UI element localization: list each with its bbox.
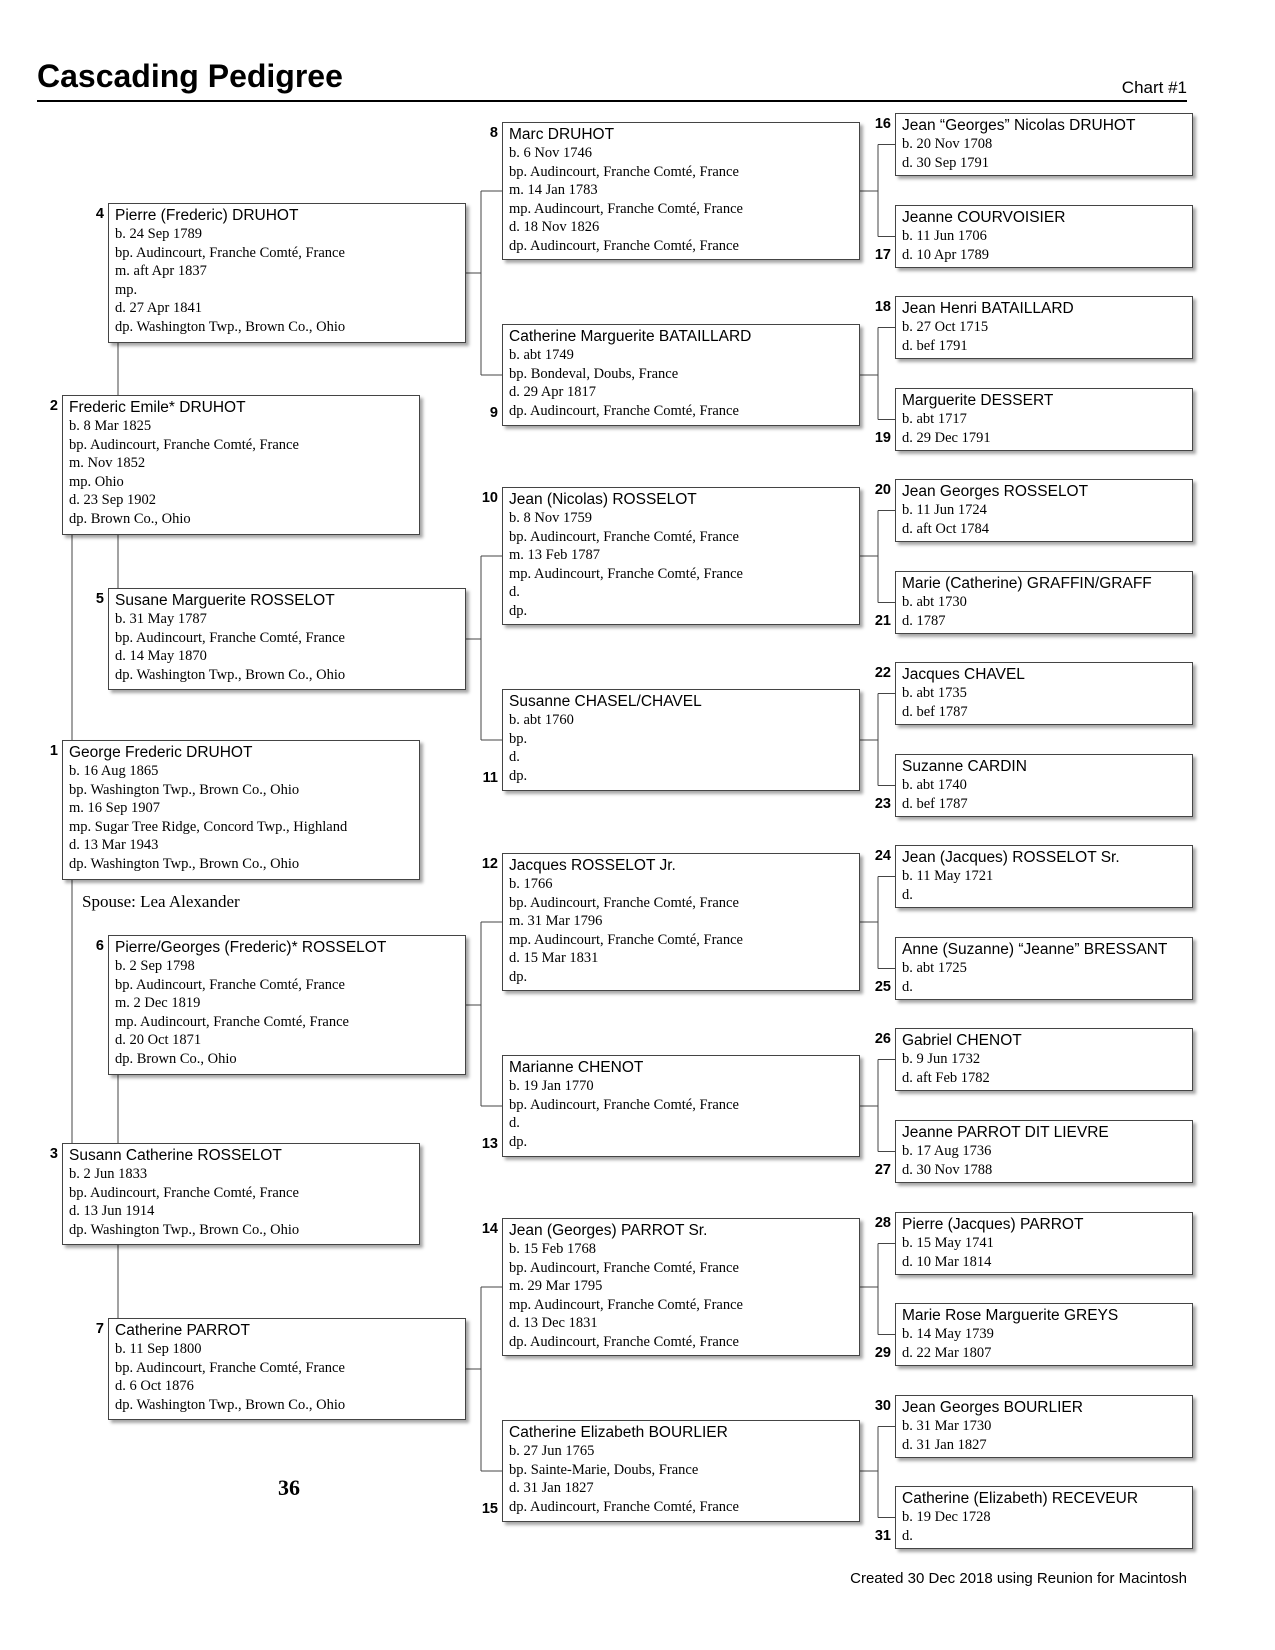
person-name: Jean “Georges” Nicolas DRUHOT: [902, 117, 1136, 134]
person-detail-line: dp.: [509, 602, 528, 619]
person-detail-line: bp. Audincourt, Franche Comté, France: [115, 1359, 345, 1376]
person-detail-line: dp. Washington Twp., Brown Co., Ohio: [69, 1221, 300, 1238]
person-detail-line: dp. Audincourt, Franche Comté, France: [509, 237, 739, 254]
person-detail-line: d. 1787: [902, 612, 946, 629]
person-name: Catherine Marguerite BATAILLARD: [509, 328, 752, 345]
person-name: Jean (Nicolas) ROSSELOT: [509, 491, 697, 508]
person-detail-line: m. 13 Feb 1787: [509, 547, 601, 563]
person-name: Jean (Jacques) ROSSELOT Sr.: [902, 849, 1120, 866]
person-box-29: [895, 1303, 1193, 1366]
person-detail-line: d. 30 Nov 1788: [902, 1161, 993, 1178]
person-box-18: [895, 296, 1193, 359]
person-number-31: 31: [874, 1528, 891, 1544]
person-detail-line: b. 19 Jan 1770: [509, 1078, 594, 1094]
person-detail-line: bp. Washington Twp., Brown Co., Ohio: [69, 781, 300, 798]
person-number-19: 19: [874, 430, 891, 446]
person-number-25: 25: [874, 979, 891, 995]
person-box-30: [895, 1395, 1193, 1458]
person-detail-line: b. abt 1740: [902, 777, 967, 793]
person-detail-line: d. 13 Mar 1943: [69, 837, 159, 853]
person-detail-line: dp.: [509, 968, 528, 985]
person-box-1: [62, 740, 420, 880]
person-name: Anne (Suzanne) “Jeanne” BRESSANT: [902, 941, 1168, 958]
person-number-1: 1: [49, 743, 58, 759]
person-box-16: [895, 113, 1193, 176]
person-number-3: 3: [49, 1146, 58, 1162]
person-name: Catherine Elizabeth BOURLIER: [509, 1424, 728, 1441]
person-detail-line: mp. Ohio: [69, 473, 124, 490]
person-number-22: 22: [874, 665, 891, 681]
person-name: Marianne CHENOT: [509, 1059, 644, 1076]
person-detail-line: dp. Audincourt, Franche Comté, France: [509, 1333, 739, 1350]
person-detail-line: d. 6 Oct 1876: [115, 1378, 194, 1394]
person-name: Gabriel CHENOT: [902, 1032, 1022, 1049]
person-name: Suzanne CARDIN: [902, 758, 1027, 775]
person-name: Jean (Georges) PARROT Sr.: [509, 1222, 708, 1239]
person-detail-line: mp.: [115, 281, 138, 298]
person-detail-line: b. 31 May 1787: [115, 611, 207, 627]
person-detail-line: dp. Brown Co., Ohio: [69, 510, 191, 527]
person-name: Jean Georges BOURLIER: [902, 1399, 1083, 1416]
person-detail-line: d.: [902, 978, 913, 995]
person-detail-line: d. 15 Mar 1831: [509, 950, 599, 966]
person-box-4: [108, 203, 466, 343]
person-detail-line: d. aft Feb 1782: [902, 1069, 990, 1086]
person-detail-line: bp. Audincourt, Franche Comté, France: [115, 244, 345, 261]
person-detail-line: b. abt 1717: [902, 411, 967, 427]
person-number-18: 18: [874, 299, 891, 315]
person-detail-line: m. 14 Jan 1783: [509, 182, 598, 198]
person-box-20: [895, 479, 1193, 542]
person-detail-line: b. abt 1760: [509, 712, 574, 728]
person-detail-line: b. 27 Jun 1765: [509, 1443, 595, 1459]
person-name: Marie (Catherine) GRAFFIN/GRAFF: [902, 575, 1152, 592]
person-detail-line: bp. Bondeval, Doubs, France: [509, 365, 679, 382]
person-number-17: 17: [874, 247, 891, 263]
page-number: 36: [278, 1475, 300, 1500]
person-detail-line: d. bef 1791: [902, 337, 968, 354]
person-detail-line: mp. Audincourt, Franche Comté, France: [509, 931, 743, 948]
person-detail-line: b. 8 Nov 1759: [509, 510, 592, 526]
spouse-note: Spouse: Lea Alexander: [82, 892, 240, 911]
person-detail-line: d.: [509, 584, 520, 600]
person-name: Catherine PARROT: [115, 1322, 250, 1339]
person-number-20: 20: [874, 482, 891, 498]
person-number-30: 30: [874, 1398, 891, 1414]
person-detail-line: bp. Audincourt, Franche Comté, France: [115, 976, 345, 993]
person-number-4: 4: [95, 206, 104, 222]
person-name: Jean Georges ROSSELOT: [902, 483, 1089, 500]
person-box-15: [502, 1420, 860, 1522]
person-name: Pierre (Jacques) PARROT: [902, 1216, 1084, 1233]
person-number-29: 29: [874, 1345, 891, 1361]
person-detail-line: b. 19 Dec 1728: [902, 1509, 991, 1525]
person-number-21: 21: [874, 613, 891, 629]
person-detail-line: d. 13 Dec 1831: [509, 1315, 598, 1331]
person-detail-line: d. 20 Oct 1871: [115, 1032, 202, 1048]
person-detail-line: b. 31 Mar 1730: [902, 1418, 992, 1434]
person-name: Pierre/Georges (Frederic)* ROSSELOT: [115, 939, 387, 956]
person-detail-line: dp.: [509, 1133, 528, 1150]
person-number-13: 13: [481, 1136, 498, 1152]
person-detail-line: d. 30 Sep 1791: [902, 154, 989, 171]
person-name: Jeanne COURVOISIER: [902, 209, 1066, 226]
person-box-23: [895, 754, 1193, 817]
chart-number: Chart #1: [1121, 78, 1187, 97]
person-box-21: [895, 571, 1193, 634]
person-box-9: [502, 324, 860, 426]
person-detail-line: bp. Audincourt, Franche Comté, France: [509, 163, 739, 180]
person-detail-line: b. abt 1730: [902, 594, 967, 610]
person-box-5: [108, 588, 466, 690]
person-box-7: [108, 1318, 466, 1420]
person-detail-line: dp. Washington Twp., Brown Co., Ohio: [69, 855, 300, 872]
person-detail-line: m. 31 Mar 1796: [509, 913, 603, 929]
person-detail-line: b. 1766: [509, 876, 553, 892]
person-detail-line: b. abt 1725: [902, 960, 967, 976]
person-detail-line: b. 9 Jun 1732: [902, 1051, 981, 1067]
person-detail-line: d. 27 Apr 1841: [115, 300, 202, 316]
person-detail-line: d.: [509, 1115, 520, 1131]
person-detail-line: bp. Audincourt, Franche Comté, France: [69, 1184, 299, 1201]
person-detail-line: m. Nov 1852: [69, 455, 146, 471]
person-detail-line: d.: [509, 749, 520, 765]
person-detail-line: b. 20 Nov 1708: [902, 136, 993, 152]
person-box-28: [895, 1212, 1193, 1275]
person-detail-line: dp. Washington Twp., Brown Co., Ohio: [115, 666, 346, 683]
person-detail-line: dp. Audincourt, Franche Comté, France: [509, 402, 739, 419]
person-detail-line: m. 2 Dec 1819: [115, 995, 201, 1011]
person-detail-line: dp. Audincourt, Franche Comté, France: [509, 1498, 739, 1515]
person-name: Frederic Emile* DRUHOT: [69, 399, 246, 416]
person-detail-line: dp. Washington Twp., Brown Co., Ohio: [115, 318, 346, 335]
person-number-26: 26: [874, 1031, 891, 1047]
person-detail-line: b. 2 Sep 1798: [115, 958, 195, 974]
person-name: Susane Marguerite ROSSELOT: [115, 592, 335, 609]
person-name: Jacques ROSSELOT Jr.: [509, 857, 676, 874]
person-detail-line: d. aft Oct 1784: [902, 520, 989, 537]
person-box-6: [108, 935, 466, 1075]
person-box-2: [62, 395, 420, 535]
person-detail-line: m. 29 Mar 1795: [509, 1278, 603, 1294]
person-number-15: 15: [481, 1501, 498, 1517]
person-detail-line: mp. Sugar Tree Ridge, Concord Twp., Highland: [69, 818, 348, 835]
person-box-25: [895, 937, 1193, 1000]
person-detail-line: b. 14 May 1739: [902, 1326, 994, 1342]
person-detail-line: bp. Audincourt, Franche Comté, France: [509, 894, 739, 911]
person-detail-line: b. 2 Jun 1833: [69, 1166, 148, 1182]
person-box-17: [895, 205, 1193, 268]
person-detail-line: b. 27 Oct 1715: [902, 319, 989, 335]
person-box-27: [895, 1120, 1193, 1183]
person-detail-line: bp. Audincourt, Franche Comté, France: [509, 1096, 739, 1113]
person-number-2: 2: [49, 398, 58, 414]
person-detail-line: dp.: [509, 767, 528, 784]
person-detail-line: b. 11 May 1721: [902, 868, 994, 884]
person-number-12: 12: [481, 856, 498, 872]
person-detail-line: b. 24 Sep 1789: [115, 226, 202, 242]
person-box-31: [895, 1486, 1193, 1549]
person-detail-line: d. 31 Jan 1827: [509, 1480, 594, 1496]
person-number-9: 9: [489, 405, 498, 421]
person-name: Pierre (Frederic) DRUHOT: [115, 207, 299, 224]
page-title: Cascading Pedigree: [37, 58, 343, 94]
person-name: Susann Catherine ROSSELOT: [69, 1147, 282, 1164]
person-number-23: 23: [874, 796, 891, 812]
person-name: Jean Henri BATAILLARD: [902, 300, 1074, 317]
person-detail-line: b. 11 Sep 1800: [115, 1341, 202, 1357]
person-box-14: [502, 1218, 860, 1356]
person-number-11: 11: [482, 770, 498, 786]
person-number-24: 24: [874, 848, 891, 864]
person-detail-line: d. 29 Apr 1817: [509, 384, 596, 400]
person-name: Jacques CHAVEL: [902, 666, 1025, 683]
person-detail-line: d. 29 Dec 1791: [902, 429, 991, 446]
person-detail-line: m. 16 Sep 1907: [69, 800, 161, 816]
person-detail-line: d. 22 Mar 1807: [902, 1344, 992, 1361]
person-detail-line: d. 14 May 1870: [115, 648, 207, 664]
person-number-16: 16: [874, 116, 891, 132]
person-detail-line: bp. Audincourt, Franche Comté, France: [115, 629, 345, 646]
person-name: Jeanne PARROT DIT LIEVRE: [902, 1124, 1109, 1141]
person-detail-line: bp. Sainte-Marie, Doubs, France: [509, 1461, 699, 1478]
person-detail-line: d. 31 Jan 1827: [902, 1436, 987, 1453]
person-detail-line: mp. Audincourt, Franche Comté, France: [509, 565, 743, 582]
person-box-3: [62, 1143, 420, 1245]
person-detail-line: dp. Washington Twp., Brown Co., Ohio: [115, 1396, 346, 1413]
person-number-7: 7: [95, 1321, 104, 1337]
person-box-24: [895, 845, 1193, 908]
person-box-11: [502, 689, 860, 791]
person-detail-line: d. 10 Apr 1789: [902, 246, 989, 263]
person-number-28: 28: [874, 1215, 891, 1231]
person-detail-line: m. aft Apr 1837: [115, 263, 207, 279]
person-detail-line: b. 16 Aug 1865: [69, 763, 159, 779]
person-detail-line: b. 17 Aug 1736: [902, 1143, 992, 1159]
footer-created: Created 30 Dec 2018 using Reunion for Macintosh: [850, 1570, 1187, 1587]
person-number-5: 5: [95, 591, 104, 607]
person-name: Marc DRUHOT: [509, 126, 615, 143]
person-name: Susanne CHASEL/CHAVEL: [509, 693, 702, 710]
person-box-19: [895, 388, 1193, 451]
person-detail-line: b. abt 1749: [509, 347, 574, 363]
person-detail-line: d. 23 Sep 1902: [69, 492, 156, 508]
person-detail-line: b. 15 May 1741: [902, 1235, 994, 1251]
person-name: Catherine (Elizabeth) RECEVEUR: [902, 1490, 1139, 1507]
person-box-26: [895, 1028, 1193, 1091]
person-number-27: 27: [874, 1162, 891, 1178]
person-detail-line: b. 6 Nov 1746: [509, 145, 592, 161]
person-detail-line: b. 8 Mar 1825: [69, 418, 152, 434]
person-detail-line: mp. Audincourt, Franche Comté, France: [115, 1013, 349, 1030]
person-detail-line: b. 11 Jun 1706: [902, 228, 987, 244]
person-box-22: [895, 662, 1193, 725]
person-box-12: [502, 853, 860, 991]
person-box-8: [502, 122, 860, 260]
person-detail-line: bp. Audincourt, Franche Comté, France: [509, 528, 739, 545]
person-detail-line: bp. Audincourt, Franche Comté, France: [509, 1259, 739, 1276]
person-number-10: 10: [481, 490, 498, 506]
person-number-8: 8: [489, 125, 498, 141]
person-detail-line: d.: [902, 886, 913, 903]
person-number-14: 14: [481, 1221, 498, 1237]
person-number-6: 6: [95, 938, 104, 954]
person-name: George Frederic DRUHOT: [69, 744, 253, 761]
person-name: Marguerite DESSERT: [902, 392, 1054, 409]
person-detail-line: d. 10 Mar 1814: [902, 1253, 992, 1270]
person-detail-line: b. 11 Jun 1724: [902, 502, 987, 518]
person-detail-line: d. bef 1787: [902, 795, 968, 812]
person-box-13: [502, 1055, 860, 1157]
person-detail-line: d.: [902, 1527, 913, 1544]
person-detail-line: mp. Audincourt, Franche Comté, France: [509, 1296, 743, 1313]
person-detail-line: mp. Audincourt, Franche Comté, France: [509, 200, 743, 217]
person-detail-line: b. abt 1735: [902, 685, 967, 701]
person-detail-line: d. 13 Jun 1914: [69, 1203, 155, 1219]
person-detail-line: dp. Brown Co., Ohio: [115, 1050, 237, 1067]
person-detail-line: b. 15 Feb 1768: [509, 1241, 596, 1257]
person-detail-line: d. 18 Nov 1826: [509, 219, 600, 235]
person-detail-line: bp.: [509, 730, 528, 747]
person-box-10: [502, 487, 860, 625]
person-name: Marie Rose Marguerite GREYS: [902, 1307, 1119, 1324]
person-detail-line: d. bef 1787: [902, 703, 968, 720]
person-detail-line: bp. Audincourt, Franche Comté, France: [69, 436, 299, 453]
